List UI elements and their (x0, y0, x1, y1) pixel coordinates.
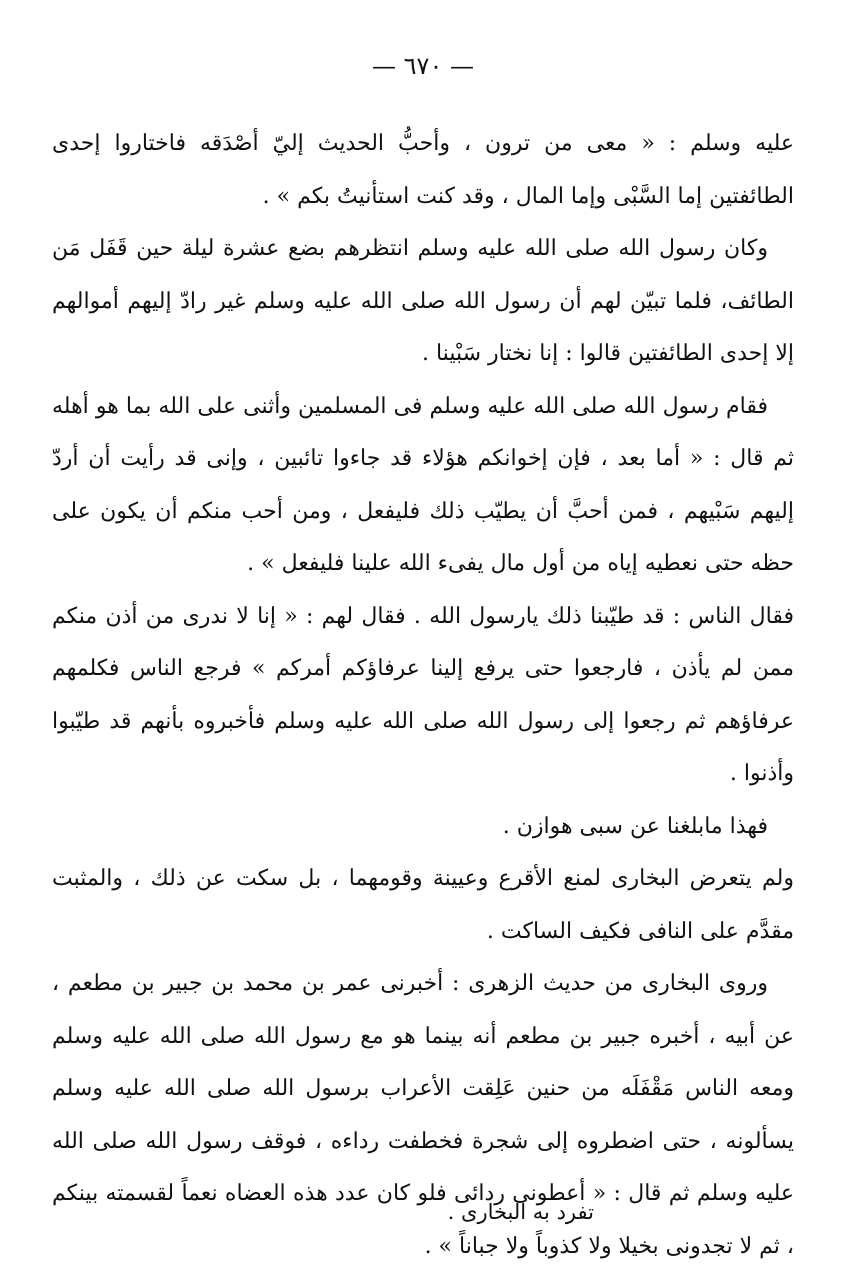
page-number: — ٦٧٠ — (372, 52, 474, 80)
paragraph: وكان رسول الله صلى الله عليه وسلم انتظرهم بضع عشرة ليلة حين قَفَل مَن الطائف، فلما تبيّن لهم أن رسول الله صلى الله عليه وسلم غير رادّ إليهم أموالهم إلا إحدى الطائفتين قالوا : إنا نختار سَبْينا . (52, 236, 794, 366)
closing-note: تفرد به البخارى . (447, 1200, 594, 1224)
body-text (52, 118, 794, 1273)
paragraph: عليه وسلم : « معى من ترون ، وأحبُّ الحديث إليّ أصْدَقه فاختاروا إحدى الطائفتين إما السَّبْى وإما المال ، وقد كنت استأنيتُ بكم » . (52, 131, 794, 209)
paragraph: فهذا مابلغنا عن سبى هوازن . (502, 813, 768, 839)
paragraph: فقال الناس : قد طيّبنا ذلك يارسول الله . فقال لهم : « إنا لا ندرى من أذن منكم ممن لم يأذن ، فارجعوا حتى يرفع إلينا عرفاؤكم أمركم » فرجع الناس فكلمهم عرفاؤهم ثم رجعوا إلى رسول الله صلى الله عليه وسلم فأخبروه بأنهم قد طيّبوا وأذنوا . (52, 603, 794, 786)
paragraph: ولم يتعرض البخارى لمنع الأقرع وعيينة وقومهما ، بل سكت عن ذلك ، والمثبت مقدَّم على النافى فكيف الساكت . (52, 866, 794, 944)
paragraph: وروى البخارى من حديث الزهرى : أخبرنى عمر بن محمد بن جبير بن مطعم ، عن أبيه ، أخبره جبير بن مطعم أنه بينما هو مع رسول الله صلى الله عليه وسلم ومعه الناس مَقْفَلَه من حنين عَلِقت الأعراب برسول الله صلى الله عليه وسلم يسألونه ، حتى اضطروه إلى شجرة فخطفت رداءه ، فوقف رسول الله صلى الله عليه وسلم ثم قال : « أعطونى ردائى فلو كان عدد هذه العضاه نعماً لقسمته بينكم ، ثم لا تجدونى بخيلا ولا كذوباً ولا جباناً » . (52, 971, 794, 1259)
paragraph: فقام رسول الله صلى الله عليه وسلم فى المسلمين وأثنى على الله بما هو أهله ثم قال : « أما بعد ، فإن إخوانكم هؤلاء قد جاءوا تائبين ، وإنى قد رأيت أن أردّ إليهم سَبْيهم ، فمن أحبَّ أن يطيّب ذلك فليفعل ، ومن أحب منكم أن يكون على حظه حتى نعطيه إياه من أول مال يفىء الله علينا فليفعل » . (52, 393, 794, 576)
